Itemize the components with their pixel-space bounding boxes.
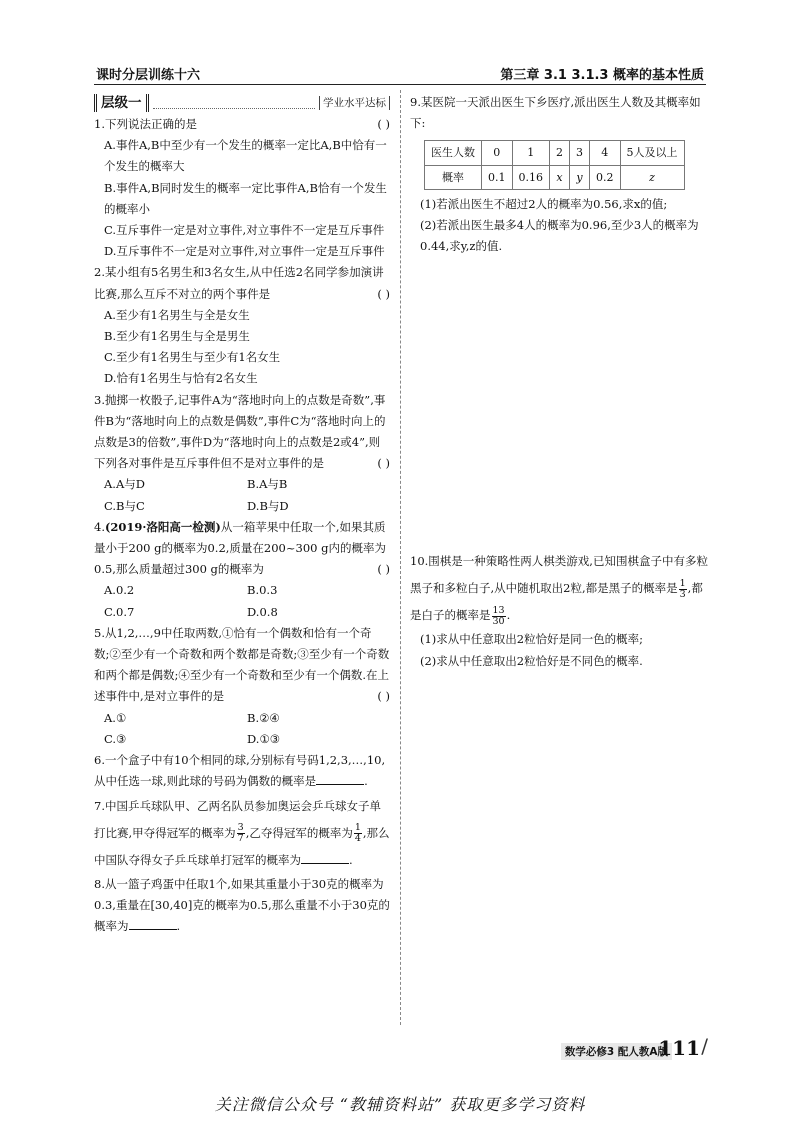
left-column (94, 92, 390, 937)
question-5 (94, 623, 390, 750)
q4-option-c: C.0.7 (104, 604, 135, 619)
q7-text-2: ,乙夺得冠军的概率为 (245, 825, 353, 840)
q10-text-mid: ,都是白子的概率是 (410, 581, 703, 623)
q10-fraction-1-den: 3 (679, 588, 686, 600)
table-row (425, 165, 685, 189)
q3-option-d: D.B与D (247, 498, 289, 513)
level-banner (94, 92, 390, 114)
table-cell: y (570, 165, 590, 189)
q7-fraction-2-num: 1 (354, 822, 361, 833)
q2-option-b: B.至少有1名男生与全是男生 (104, 329, 250, 344)
right-column (410, 92, 710, 672)
q1-stem: 1.下列说法正确的是 (94, 117, 197, 131)
question-2 (94, 262, 390, 389)
q10-stem: 10.围棋是一种策略性两人棋类游戏,已知围棋盒子中有多粒黑子和多粒白子,从中随机取出2粒,都是黑子的概率是 (410, 554, 708, 596)
header-rule (94, 84, 706, 85)
page-number: 111 (658, 1036, 700, 1060)
q8-end: . (176, 918, 181, 933)
table-cell: 5人及以上 (620, 141, 684, 165)
q3-option-c: C.B与C (104, 498, 145, 513)
question-3 (94, 390, 390, 517)
q4-option-b: B.0.3 (247, 583, 278, 598)
q5-option-c: C.③ (104, 731, 127, 746)
table-cell: 2 (550, 141, 570, 165)
q7-fraction-2 (354, 823, 362, 844)
q3-option-a: A.A与D (104, 477, 145, 492)
q1-option-a: A.事件A,B中至少有一个发生的概率一定比A,B中恰有一个发生的概率大 (104, 138, 387, 174)
q1-option-b: B.事件A,B同时发生的概率一定比事件A,B恰有一个发生的概率小 (104, 180, 387, 216)
level-label: 层级一 (94, 94, 149, 112)
footer-book-label: 数学必修3 配人教A版 (561, 1043, 672, 1060)
question-9 (410, 92, 710, 257)
table-cell: 3 (570, 141, 590, 165)
level-tag: 学业水平达标 (319, 96, 390, 110)
table-cell: 0.16 (512, 165, 550, 189)
q2-stem: 2.某小组有5名男生和3名女生,从中任选2名同学参加演讲比赛,那么互斥不对立的两个事件是 (94, 265, 384, 301)
q7-answer-blank[interactable] (301, 851, 349, 864)
column-divider (400, 90, 401, 1025)
table-cell: 0.2 (590, 165, 621, 189)
q1-answer-bracket: ( ) (377, 117, 390, 131)
q1-option-d: D.互斥事件不一定是对立事件,对立事件一定是互斥事件 (104, 244, 385, 259)
q10-fraction-1 (679, 579, 687, 600)
question-4 (94, 517, 390, 623)
q9-part-1: (1)若派出医生不超过2人的概率为0.56,求x的值; (420, 196, 668, 211)
table-cell: 0 (482, 141, 513, 165)
q2-answer-bracket: ( ) (377, 286, 390, 301)
q7-text-3: ,那么中国队夺得女子乒乓球单打冠军的概率为 (94, 825, 390, 867)
question-1 (94, 114, 390, 262)
q8-stem: 8.从一篮子鸡蛋中任取1个,如果其重量小于30克的概率为0.3,重量在[30,40]克的概率为0.5,那么重量不小于30克的概率为 (94, 876, 390, 933)
q3-stem: 3.抛掷一枚骰子,记事件A为“落地时向上的点数是奇数”,事件B为“落地时向上的点数是偶数”,事件C为“落地时向上的点数是3的倍数”,事件D为“落地时向上的点数是2或4”,则下列各对事件是互斥事件但不是对立事件的是 (94, 392, 386, 471)
q5-stem: 5.从1,2,…,9中任取两数,①恰有一个偶数和恰有一个奇数;②至少有一个奇数和两个数都是奇数;③至少有一个奇数和两个都是偶数;④至少有一个奇数和至少有一个偶数.在上述事件中,是对立事件的是 (94, 625, 390, 704)
q2-option-d: D.恰有1名男生与恰有2名女生 (104, 371, 258, 386)
question-7 (94, 793, 390, 874)
q7-fraction-2-den: 4 (354, 833, 361, 844)
q3-option-b: B.A与B (247, 477, 288, 492)
question-6 (94, 750, 390, 792)
q10-end: . (506, 608, 511, 623)
q9-stem: 9.某医院一天派出医生下乡医疗,派出医生人数及其概率如下: (410, 95, 701, 131)
q6-answer-blank[interactable] (316, 772, 364, 785)
q4-stem: 从一箱苹果中任取一个,如果其质量小于200 g的概率为0.2,质量在200~300 g内的概率为0.5,那么质量超过300 g的概率为 (94, 519, 386, 577)
q9-part-2: (2)若派出医生最多4人的概率为0.96,至少3人的概率为0.44,求y,z的值. (420, 218, 699, 254)
question-8 (94, 874, 390, 938)
q7-end: . (349, 852, 353, 867)
q2-option-c: C.至少有1名男生与至少有1名女生 (104, 350, 281, 365)
q2-option-a: A.至少有1名男生与全是女生 (104, 307, 250, 322)
q5-option-d: D.①③ (247, 731, 281, 746)
q5-option-b: B.②④ (247, 710, 280, 725)
q4-number: 4. (94, 519, 105, 534)
q3-answer-bracket: ( ) (377, 456, 390, 471)
table-cell: 概率 (425, 165, 482, 189)
q4-source: (2019·洛阳高一检测) (104, 519, 221, 534)
q6-end: . (364, 774, 368, 789)
footer-slash: / (701, 1034, 708, 1058)
q10-part-1: (1)求从中任意取出2粒恰好是同一色的概率; (420, 632, 643, 647)
header-chapter-title: 第三章 3.1 3.1.3 概率的基本性质 (500, 68, 704, 83)
q8-answer-blank[interactable] (129, 917, 177, 930)
table-cell: 1 (512, 141, 550, 165)
table-cell: 医生人数 (425, 141, 482, 165)
q7-fraction-1 (237, 823, 245, 844)
table-cell: 0.1 (482, 165, 513, 189)
q5-option-a: A.① (104, 710, 127, 725)
table-cell: 4 (590, 141, 621, 165)
level-dotted-line (153, 98, 316, 109)
q6-stem: 6.一个盒子中有10个相同的球,分别标有号码1,2,3,…,10,从中任选一球,则此球的号码为偶数的概率是 (94, 753, 386, 789)
q7-text-1: 7.中国乒乓球队甲、乙两名队员参加奥运会乒乓球女子单打比赛,甲夺得冠军的概率为 (94, 798, 381, 840)
table-cell: x (550, 165, 570, 189)
table-cell: z (620, 165, 684, 189)
question-10 (410, 548, 710, 671)
q4-option-a: A.0.2 (104, 583, 135, 598)
q7-fraction-1-den: 7 (237, 833, 244, 844)
q5-answer-bracket: ( ) (377, 689, 390, 704)
q4-option-d: D.0.8 (247, 604, 278, 619)
q7-fraction-1-num: 3 (237, 822, 244, 833)
table-row (425, 141, 685, 165)
footer-wechat-note: 关注微信公众号 “教辅资料站” 获取更多学习资料 (214, 1095, 586, 1114)
q4-answer-bracket: ( ) (377, 562, 390, 577)
q10-fraction-1-num: 1 (679, 577, 686, 589)
q10-part-2: (2)求从中任意取出2粒恰好是不同色的概率. (420, 653, 643, 668)
q10-fraction-2 (492, 606, 506, 627)
q1-option-c: C.互斥事件一定是对立事件,对立事件不一定是互斥事件 (104, 223, 385, 238)
q9-probability-table (424, 140, 685, 189)
q10-fraction-2-num: 13 (492, 604, 505, 616)
q10-fraction-2-den: 30 (492, 615, 505, 627)
header-lesson-title: 课时分层训练十六 (96, 68, 201, 83)
